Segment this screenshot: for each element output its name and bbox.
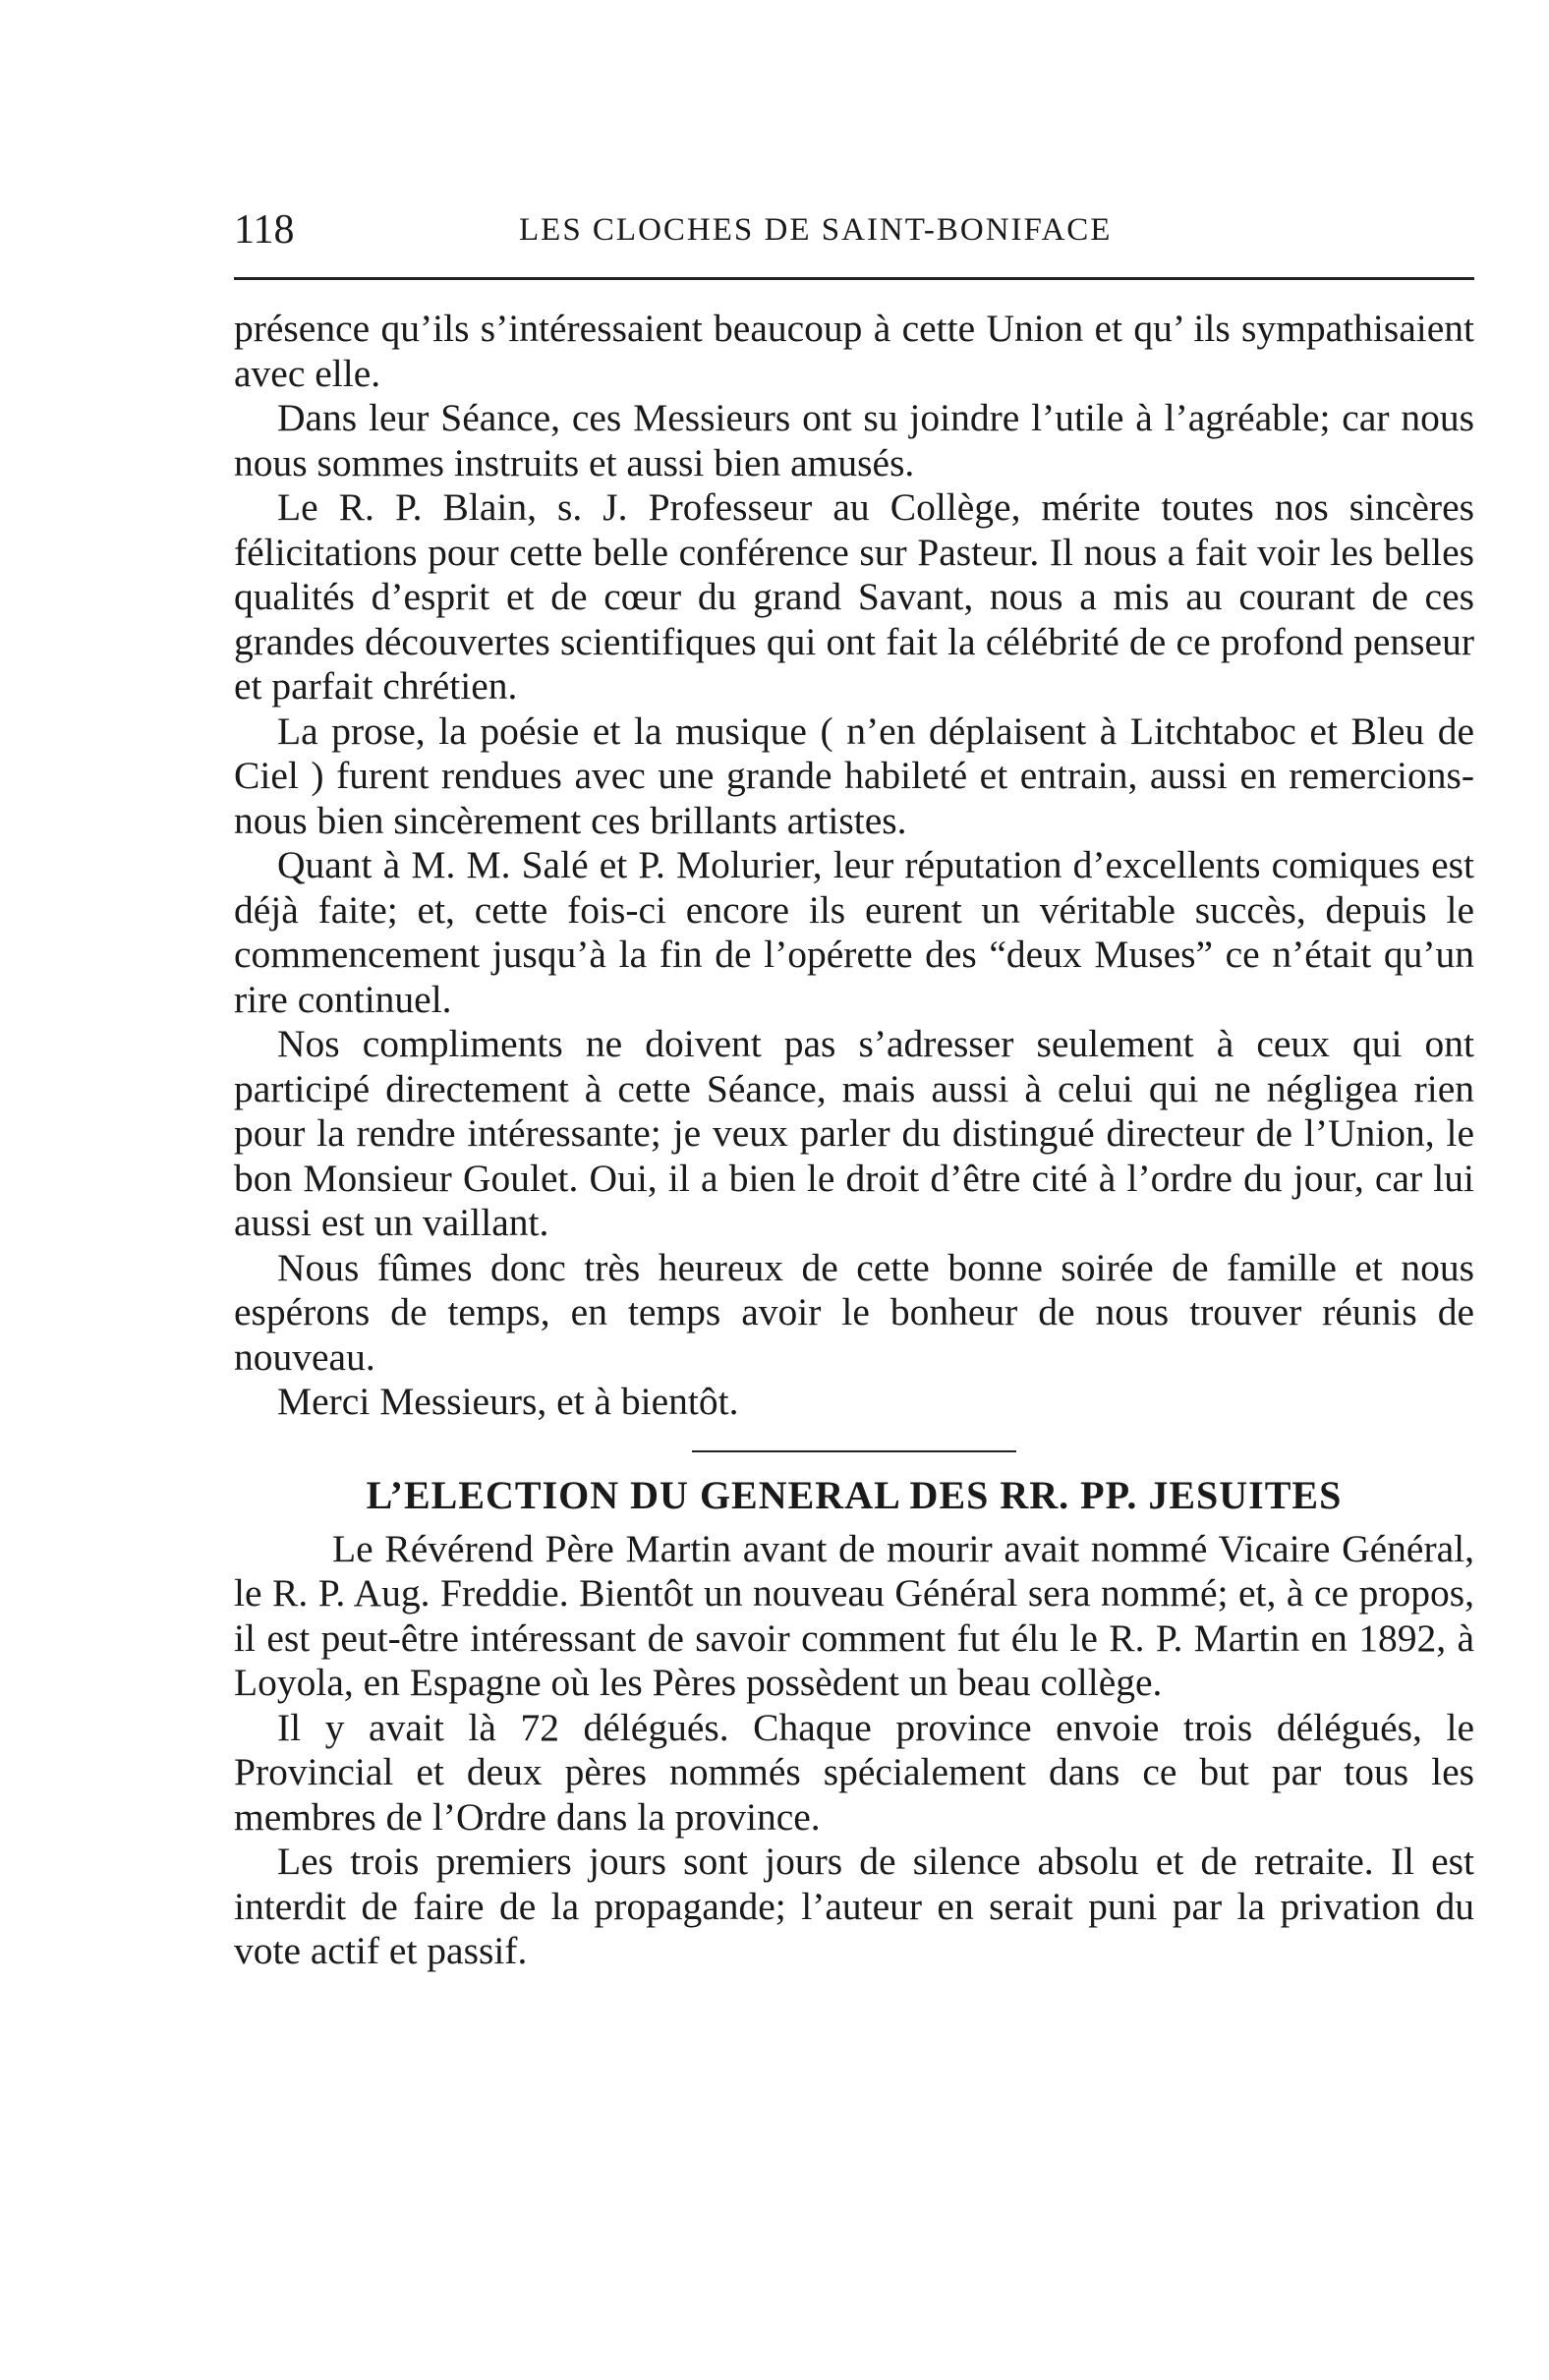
paragraph: Nous fûmes donc très heureux de cette bonne soirée de famille et nous espérons de temps, en temps avoir le bonheur de nous trouver réunis de nouveau. bbox=[234, 1245, 1474, 1379]
paragraph: Merci Messieurs, et à bientôt. bbox=[277, 1380, 739, 1423]
running-head bbox=[234, 206, 1474, 265]
header-rule bbox=[234, 277, 1474, 280]
paragraph: La prose, la poésie et la musique ( n’en déplaisent à Litchtaboc et Bleu de Ciel ) furent rendues avec une grande habileté et entrain, aussi en remercions-nous bien sincèrement ces brillants artistes. bbox=[234, 708, 1474, 842]
section-divider bbox=[692, 1450, 1016, 1452]
section-paragraph: Le Révérend Père Martin avant de mourir avait nommé Vicaire Général, le R. P. Aug. Freddie. Bientôt un nouveau Général sera nommé; et, à ce propos, il est peut-être intéressant de savoir comment fut élu le R. P. Martin en 1892, à Loyola, en Espagne où les Pères possèdent un beau collège. bbox=[234, 1526, 1474, 1704]
paragraph: Nos compliments ne doivent pas s’adresser seulement à ceux qui ont participé directement à cette Séance, mais aussi à celui qui ne négligea rien pour la rendre intéressante; je veux parler du distingué directeur de l’Union, le bon Monsieur Goulet. Oui, il a bien le droit d’être cité à l’ordre du jour, car lui aussi est un vaillant. bbox=[234, 1022, 1474, 1244]
page-number: 118 bbox=[234, 207, 295, 253]
running-title: LES CLOCHES DE SAINT-BONIFACE bbox=[519, 212, 1113, 248]
body-text bbox=[234, 307, 1474, 1974]
paragraph: Dans leur Séance, ces Messieurs ont su joindre l’utile à l’agréable; car nous nous sommes instruits et aussi bien amusés. bbox=[234, 396, 1474, 484]
section-paragraph: Il y avait là 72 délégués. Chaque province envoie trois délégués, le Provincial et deux pères nommés spécialement dans ce but par tous les membres de l’Ordre dans la province. bbox=[234, 1705, 1474, 1839]
section-heading: L’ELECTION DU GENERAL DES RR. PP. JESUITES bbox=[366, 1472, 1343, 1517]
paragraph: présence qu’ils s’intéressaient beaucoup à cette Union et qu’ ils sympathisaient avec elle. bbox=[234, 307, 1474, 395]
section-paragraph: Les trois premiers jours sont jours de silence absolu et de retraite. Il est interdit de faire de la propagande; l’auteur en serait puni par la privation du vote actif et passif. bbox=[234, 1840, 1474, 1972]
paragraph: Quant à M. M. Salé et P. Molurier, leur réputation d’excellents comiques est déjà faite; et, cette fois-ci encore ils eurent un véritable succès, depuis le commencement jusqu’à la fin de l’opérette des “deux Muses” ce n’était qu’un rire continuel. bbox=[234, 843, 1474, 1021]
paragraph: Le R. P. Blain, s. J. Professeur au Collège, mérite toutes nos sincères félicitations pour cette belle conférence sur Pasteur. Il nous a fait voir les belles qualités d’esprit et de cœur du grand Savant, nous a mis au courant de ces grandes découvertes scientifiques qui ont fait la célébrité de ce profond penseur et parfait chrétien. bbox=[234, 485, 1474, 708]
